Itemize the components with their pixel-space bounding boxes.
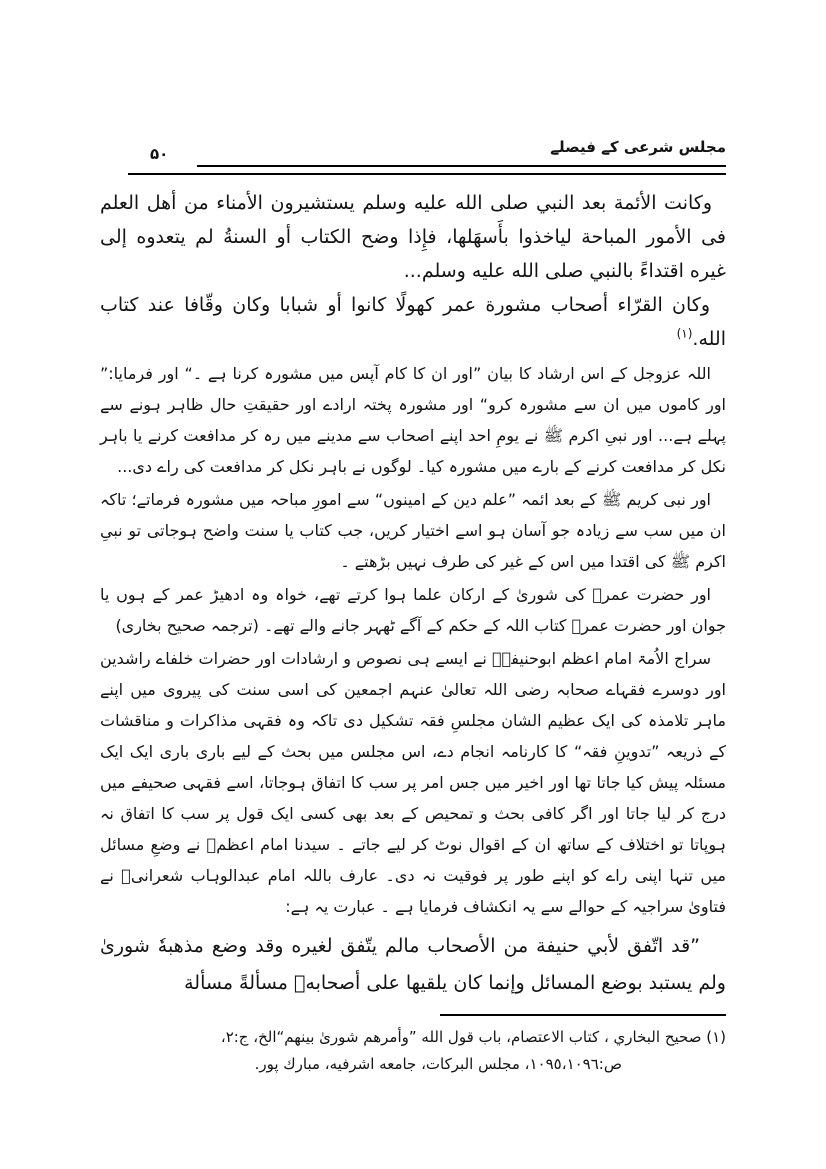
footnote-line-2: ص:١٠٩٥،١٠٩٦، مجلس البركات، جامعه اشرفيه، مبارك پور. — [254, 1055, 622, 1073]
urdu-paragraph-4: سراج الاُمۃ امام اعظم ابوحنیفہؒ نے ایسے ہی نصوص و ارشادات اور حضرات خلفاے راشدین اور دوسرے فقہاے صحابہ رضی اللہ تعالیٰ عنہم اجمعین کی اسی سنت کی پیروی میں اپنے ماہر تلامذہ کی ایک عظیم الشان مجلسِ فقہ تشکیل دی تاکہ وہ فقہی مذاکرات و مناقشات کے ذریعہ ”تدوینِ فقہ“ کا کارنامہ انجام دے، اس مجلس میں بحث کے لیے باری باری ایک ایک مسئلہ پیش کیا جاتا تھا اور اخیر میں جس امر پر سب کا اتفاق ہوجاتا، اسے فقہی صحیفے میں درج کر لیا جاتا اور اگر کافی بحث و تمحیص کے بعد بھی کسی ایک قول پر سب کا اتفاق نہ ہوپاتا تو اختلاف کے ساتھ ان کے اقوال نوٹ کر لیے جاتے ۔ سیدنا امام اعظمؒ نے وضعِ مسائل میں تنہا اپنی راے کو اپنے طور پر فوقیت نہ دی۔ عارف باللہ امام عبدالوہاب شعرانیؒ نے فتاویٰ سراجیہ کے حوالے سے یہ انکشاف فرمایا ہے ۔ عبارت یہ ہے: — [100, 649, 726, 916]
header-rule-top — [197, 165, 726, 167]
page-title: مجلس شرعی کے فیصلے — [550, 138, 726, 156]
page-number: ۵۰ — [150, 145, 169, 163]
header-rule-bottom — [128, 173, 726, 175]
book-page — [100, 138, 726, 1078]
arabic-intro-paragraph-2 — [100, 288, 726, 356]
urdu-paragraph-2: اور نبی کریم ﷺ کے بعد ائمہ ”علم دین کے امینوں“ سے امورِ مباحہ میں مشورہ فرماتے؛ تاکہ ان میں سب سے زیادہ جو آسان ہو اسے اختیار کریں، جب کتاب یا سنت واضح ہوجاتی تو نبیِ اکرم ﷺ کی اقتدا میں اس کے غیر کی طرف نہیں بڑھتے ۔ — [100, 490, 726, 571]
arabic-quotation: ”قد اتّفق لأبي حنيفة من الأصحاب مالم يتّفق لغيره وقد وضع مذهبهٗ شورىٰ ولم يستبد بوضع المسائل وإنما كان يلقيها على أصحابهٖ مسألةً مسألة — [100, 935, 726, 994]
urdu-paragraph-3: اور حضرت عمرؓ کی شوریٰ کے ارکان علما ہوا کرتے تھے، خواہ وہ ادھیڑ عمر کے ہوں یا جوان اور حضرت عمرؓ کتاب اللہ کے حکم کے آگے ٹھہر جانے والے تھے۔ (ترجمہ صحیح بخاری) — [100, 585, 726, 635]
page-content — [100, 186, 726, 1002]
footnote-line-1: (١) صحيح البخاري ، كتاب الاعتصام، باب قول الله ”وأمرهم شورىٰ بينهم“الخ، ج:٢، — [220, 1028, 726, 1046]
footnote-reference-marker: (١) — [676, 326, 693, 341]
footnote-section — [100, 1014, 726, 1078]
footnote-divider — [440, 1014, 726, 1016]
urdu-paragraph-1: اللہ عزوجل کے اس ارشاد کا بیان ”اور ان کا کام آپس میں مشورہ کرنا ہے ۔“ اور فرمایا:” اور کاموں میں ان سے مشورہ کرو“ اور مشورہ پختہ ارادے اور حقیقتِ حال ظاہر ہونے سے پہلے ہے... اور نبیِ اکرم ﷺ نے یومِ احد اپنے اصحاب سے مدینے میں رہ کر مدافعت کرنے یا باہر نکل کر مدافعت کرنے کے بارے میں مشورہ کیا۔ لوگوں نے باہر نکل کر مدافعت کی راے دی... — [100, 364, 726, 476]
arabic-intro-paragraph-1: وكانت الأئمة بعد النبي صلى الله عليه وسلم يستشيرون الأمناء من أهل العلم فى الأمور المباحة لياخذوا بأَسهَلها، فإِذا وضح الكتاب أو السنةُ لم يتعدوه إلى غيره اقتداءً بالنبي صلى الله عليه وسلم... — [100, 192, 726, 282]
page-header — [100, 138, 726, 180]
arabic-intro-paragraph-2-text: وكان القرّاء أصحاب مشورة عمر كهولًا كانوا أو شبابا وكان وقّافا عند كتاب الله. — [100, 294, 726, 350]
